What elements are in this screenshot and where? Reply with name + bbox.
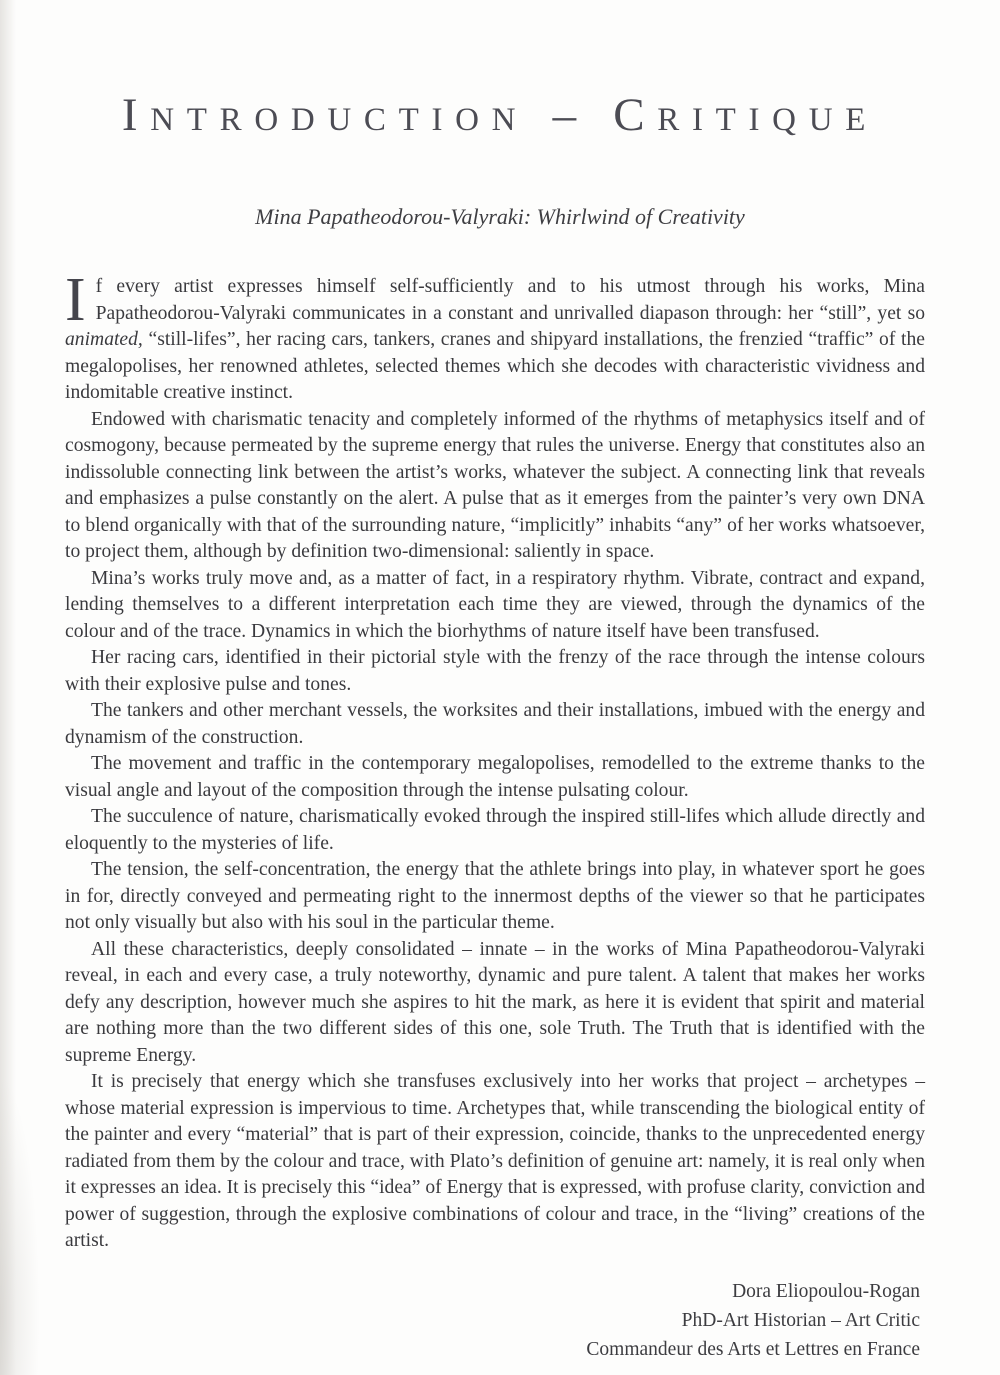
page-title: Introduction – Critique [121,89,879,141]
paragraph [65,266,925,407]
drop-cap: I [65,266,86,334]
signature-name: Dora Eliopoulou-Rogan [732,1280,920,1302]
paragraph-text: f every artist expresses himself self-sufficiently and to his utmost through his works, Mina Papatheodorou-Valyraki communicates in a constant and unrivalled diapason through: her “still”, yet so [95,276,925,324]
body-text [65,266,925,1255]
paragraph-text: “still-lifes”, her racing cars, tankers, cranes and shipyard installations, the frenzied “traffic” of the megalopolises, her renowned athletes, selected themes which she decodes with characteristic vividness and indomitable creative instinct. [65,329,925,403]
emphasized-text: animated, [65,329,143,350]
paragraph-text: Her racing cars, identified in their pictorial style with the frenzy of the race through the intense colours with their explosive pulse and tones. [65,647,925,695]
paragraph-text: Endowed with charismatic tenacity and completely informed of the rhythms of metaphysics itself and of cosmogony, because permeated by the supreme energy that rules the universe. Energy that constitutes also an indissoluble connecting link between the artist’s works, whatever the subject. A connecting link that reveals and emphasizes a pulse constantly on the alert. A pulse that as it emerges from the painter’s very own DNA to blend organically with that of the surrounding nature, “implicitly” inhabits “any” of her works whatsoever, to project them, although by definition two-dimensional: saliently in space. [65,408,925,562]
paragraph-text: The tension, the self-concentration, the energy that the athlete brings into play, in whatever sport he goes in for, directly conveyed and permeating right to the innermost depths of the viewer so that he participates not only visually but also with his soul in the particular theme. [65,859,925,933]
paragraph [65,645,925,698]
signature-role: PhD-Art Historian – Art Critic [681,1309,920,1331]
paragraph [65,804,925,857]
paragraph [65,937,925,1070]
paragraph [65,407,925,566]
paragraph [65,751,925,804]
signature-honor: Commandeur des Arts et Lettres en France [586,1338,920,1360]
subtitle: Mina Papatheodorou-Valyraki: Whirlwind of Creativity [255,204,745,229]
paragraph [65,1069,925,1255]
paragraph [65,698,925,751]
paragraph-text: All these characteristics, deeply consolidated – innate – in the works of Mina Papatheodorou-Valyraki reveal, in each and every case, a truly noteworthy, dynamic and pure talent. A talent that makes her works defy any description, however much she aspires to hit the mark, as here it is evident that spirit and material are nothing more than the two different sides of this one, sole Truth. The Truth that is identified with the supreme Energy. [65,938,925,1066]
paragraph [65,566,925,646]
paragraph-text: The tankers and other merchant vessels, the worksites and their installations, imbued with the energy and dynamism of the construction. [65,700,925,748]
paragraph-text: The movement and traffic in the contemporary megalopolises, remodelled to the extreme thanks to the visual angle and layout of the composition through the intense pulsating colour. [65,753,925,801]
paragraph [65,857,925,937]
paragraph-text: It is precisely that energy which she transfuses exclusively into her works that project – archetypes – whose material expression is impervious to time. Archetypes that, while transcending the biological entity of the painter and every “material” that is part of their expression, coincide, thanks to the unprecedented energy radiated from them by the colour and trace, with Plato’s definition of genuine art: namely, it is real only when it expresses an idea. It is precisely this “idea” of Energy that is expressed, with profuse clarity, conviction and power of suggestion, through the explosive combinations of colour and trace, in the “living” creations of the artist. [65,1071,925,1251]
signature-block [65,1277,920,1364]
paragraph-text: The succulence of nature, charismatically evoked through the inspired still-lifes which allude directly and eloquently to the mysteries of life. [65,806,925,854]
paragraph-text: Mina’s works truly move and, as a matter of fact, in a respiratory rhythm. Vibrate, contract and expand, lending themselves to a different interpretation each time they are viewed, through the dynamics of the colour and of the trace. Dynamics in which the biorhythms of nature itself have been transfused. [65,567,925,642]
